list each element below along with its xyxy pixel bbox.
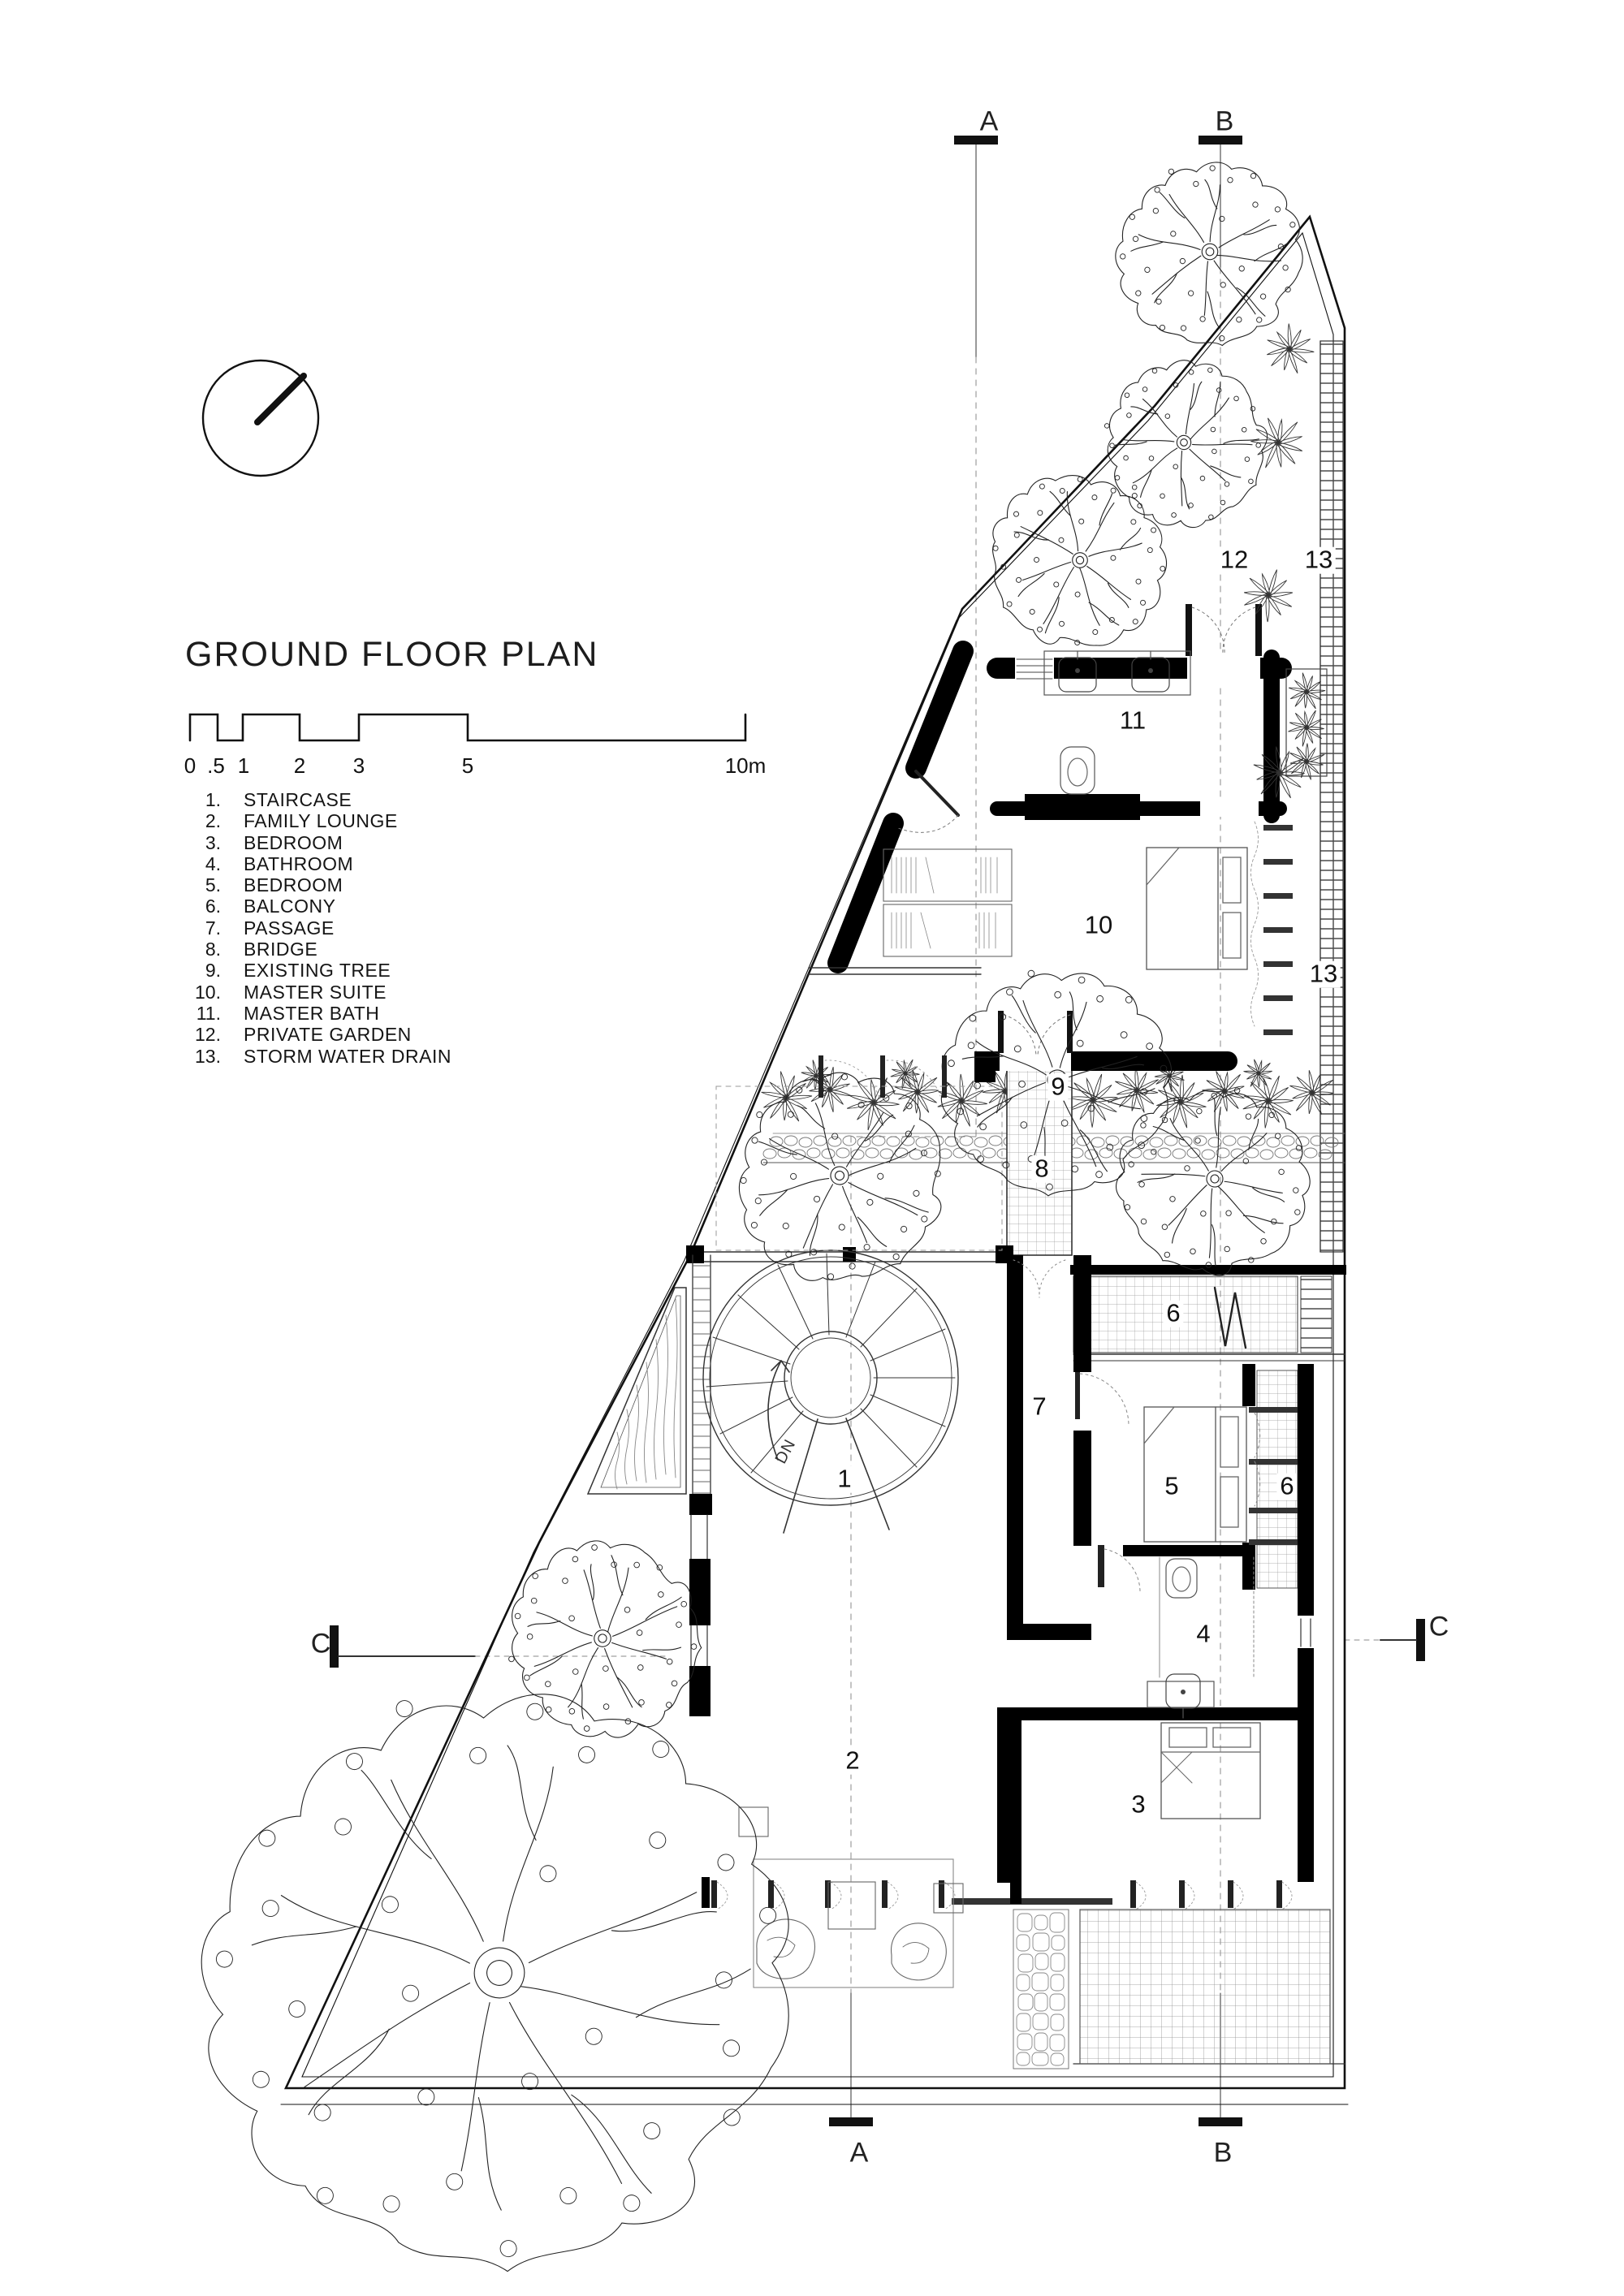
- page-title: GROUND FLOOR PLAN: [185, 635, 599, 674]
- scale-tick-label: 1: [237, 753, 250, 778]
- legend-item-label: PASSAGE: [244, 917, 335, 939]
- bed-room3: [1161, 1723, 1260, 1819]
- room-number-label: 10: [1082, 913, 1116, 939]
- pivot-doors: [702, 1720, 1292, 1910]
- legend-item: [175, 810, 451, 831]
- legend-item-number: 10.: [195, 981, 221, 1003]
- spiral-staircase: [703, 1250, 958, 1533]
- stone-path: [1013, 1910, 1069, 2069]
- section-marker-letter: A: [979, 106, 999, 137]
- room-number-label: 9: [1047, 1074, 1068, 1101]
- legend-item-number: 5.: [205, 874, 221, 896]
- room-number-label: 12: [1217, 547, 1251, 574]
- section-line-b: [1199, 136, 1242, 2126]
- legend-item: [175, 917, 451, 939]
- scale-tick-label: 3: [352, 753, 365, 778]
- wc-2: [1166, 1559, 1197, 1598]
- louver-wall: [1251, 822, 1294, 1035]
- legend-item: [175, 982, 451, 1003]
- legend-item-number: 8.: [205, 939, 221, 960]
- room-number-label: 11: [1116, 708, 1149, 735]
- legend-item-label: BATHROOM: [244, 852, 354, 874]
- legend-item-label: BALCONY: [244, 896, 336, 917]
- section-line-c: [330, 1619, 1425, 1668]
- scale-tick-label: 2: [293, 753, 306, 778]
- legend-item-number: 9.: [205, 960, 221, 982]
- section-marker-letter: C: [310, 1628, 331, 1659]
- legend-item-label: PRIVATE GARDEN: [244, 1024, 412, 1046]
- legend-item-label: FAMILY LOUNGE: [244, 810, 398, 832]
- room-number-label: 1: [834, 1466, 854, 1493]
- room-number-label: 13: [1307, 961, 1341, 988]
- legend-item: [175, 853, 451, 874]
- room-number-label: 13: [1302, 547, 1336, 574]
- room-number-label: 6: [1163, 1301, 1183, 1327]
- room-number-label: 3: [1128, 1792, 1148, 1819]
- scale-tick-label: 10m: [724, 753, 767, 778]
- tree-icon: [713, 1051, 968, 1303]
- legend-item: [175, 1046, 451, 1067]
- room-number-label: 4: [1193, 1621, 1213, 1648]
- north-arrow-icon: [203, 360, 318, 476]
- room-number-label: 6: [1276, 1474, 1297, 1500]
- legend-item-label: BEDROOM: [244, 874, 343, 896]
- section-line-a: [829, 136, 998, 2126]
- water-feature: [588, 1288, 686, 1494]
- legend-item: [175, 896, 451, 917]
- scale-tick-label: 0: [184, 753, 197, 778]
- site-boundary: [281, 217, 1348, 2104]
- scale-tick-label: .5: [207, 753, 225, 778]
- legend-item-label: STAIRCASE: [244, 789, 352, 810]
- terrace: [1013, 1910, 1330, 2069]
- legend-item-label: MASTER BATH: [244, 1002, 380, 1024]
- wc: [1060, 747, 1095, 794]
- stair-direction-label: DN: [771, 1435, 800, 1467]
- tree-icon: [477, 1511, 731, 1767]
- section-marker-letter: C: [1428, 1611, 1449, 1642]
- scale-bar: [190, 714, 745, 740]
- double-door: [1186, 604, 1262, 656]
- wardrobe: [883, 849, 1012, 956]
- legend-item-label: MASTER SUITE: [244, 981, 387, 1003]
- master-suite-block: [809, 604, 1333, 1098]
- room-number-label: 5: [1161, 1474, 1181, 1500]
- legend-item-number: 6.: [205, 896, 221, 917]
- legend-item-number: 12.: [195, 1024, 221, 1046]
- scale-tick-label: 5: [461, 753, 474, 778]
- legend: [175, 789, 451, 1067]
- section-marker-letter: A: [849, 2137, 869, 2169]
- bed-master: [1147, 848, 1247, 969]
- legend-item-number: 13.: [195, 1045, 221, 1067]
- legend-item-number: 7.: [205, 917, 221, 939]
- legend-item-number: 3.: [205, 831, 221, 853]
- room-number-label: 8: [1031, 1156, 1052, 1183]
- legend-item: [175, 1003, 451, 1024]
- legend-item-label: STORM WATER DRAIN: [244, 1045, 451, 1067]
- legend-item-number: 1.: [205, 789, 221, 810]
- legend-item-label: EXISTING TREE: [244, 960, 391, 982]
- legend-item: [175, 960, 451, 981]
- section-marker-letter: B: [1213, 2137, 1233, 2169]
- legend-item-number: 4.: [205, 852, 221, 874]
- courtyard-dashed-outline: [716, 1086, 1002, 1250]
- legend-item-number: 11.: [196, 1002, 221, 1024]
- room-number-label: 2: [842, 1748, 862, 1775]
- storm-water-drain: [1301, 341, 1343, 1353]
- legend-item: [175, 874, 451, 896]
- legend-item-label: BEDROOM: [244, 831, 343, 853]
- legend-item-number: 2.: [205, 810, 221, 832]
- legend-item-label: BRIDGE: [244, 939, 318, 960]
- porch-posts: [818, 1055, 947, 1098]
- legend-item: [175, 789, 451, 810]
- bed-room5: [1144, 1407, 1246, 1542]
- room-number-label: 7: [1029, 1394, 1049, 1421]
- section-marker-letter: B: [1215, 106, 1234, 137]
- legend-item: [175, 1024, 451, 1045]
- legend-item: [175, 939, 451, 960]
- legend-item: [175, 832, 451, 853]
- large-tree-icon: [134, 1616, 865, 2296]
